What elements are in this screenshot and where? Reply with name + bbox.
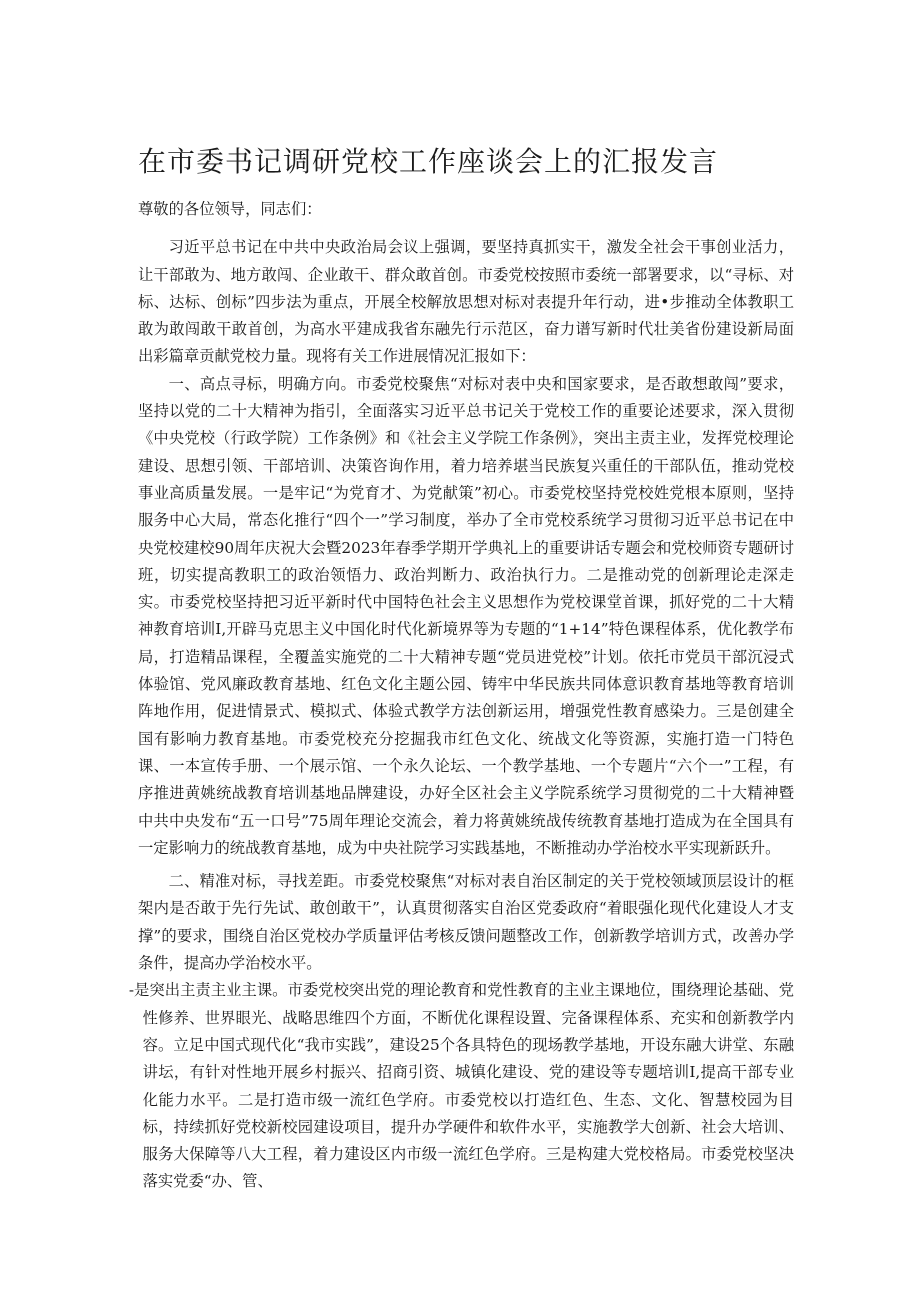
- paragraph-intro: 习近平总书记在中共中央政治局会议上强调，要坚持真抓实干，激发全社会干事创业活力，让干部敢为、地方敢闯、企业敢干、群众敢首创。市委党校按照市委统一部署要求，以“寻标、对标、达标、创标”四步法为重点，开展全校解放思想对标对表提升年行动，进•步推动全体教职工敢为敢闯敢干敢首创，为高水平建成我省东融先行示范区，奋力谱写新时代壮美省份建设新局面出彩篇章贡献党校力量。现将有关工作进展情况汇报如下：: [138, 238, 794, 366]
- paragraph-section-1: 一、高点寻标，明确方向。市委党校聚焦“对标对表中央和国家要求，是否敢想敢闯”要求，坚持以党的二十大精神为指引，全面落实习近平总书记关于党校工作的重要论述要求，深入贯彻《中央党校（行政学院）工作条例》和《社会主义学院工作条例》，突出主责主业，发挥党校理论建设、思想引领、干部培训、决策咨询作用，着力培养堪当民族复兴重任的干部队伍，推动党校事业高质量发展。一是牢记“为党育才、为党献策”初心。市委党校坚持党校姓党根本原则，坚持服务中心大局，常态化推行“四个一”学习制度，举办了全市党校系统学习贯彻习近平总书记在中央党校建校90周年庆祝大会暨2023年春季学期开学典礼上的重要讲话专题会和党校师资专题研讨班，切实提高教职工的政治领悟力、政治判断力、政治执行力。二是推动党的创新理论走深走实。市委党校坚持把习近平新时代中国特色社会主义思想作为党校课堂首课，抓好党的二十大精神教育培训I,开辟马克思主义中国化时代化新境界等为专题的“1+14”特色课程体系，优化教学布局，打造精品课程，全覆盖实施党的二十大精神专题“党员进党校”计划。依托市党员干部沉浸式体验馆、党风廉政教育基地、红色文化主题公园、铸牢中华民族共同体意识教育基地等教育培训阵地作用，促进情景式、模拟式、体验式教学方法创新运用，增强党性教育感染力。三是创建全国有影响力教育基地。市委党校充分挖掘我市红色文化、统战文化等资源，实施打造一门特色课、一本宣传手册、一个展示馆、一个永久论坛、一个教学基地、一个专题片“六个一”工程，有序推进黄姚统战教育培训基地品牌建设，办好全区社会主义学院系统学习贯彻党的二十大精神暨中共中央发布“五一口号”75周年理论交流会，着力将黄姚统战传统教育基地打造成为在全国具有一定影响力的统战教育基地，成为中央社院学习实践基地，不断推动办学治校水平实现新跃升。: [138, 374, 794, 857]
- page-title: 在市委书记调研党校工作座谈会上的汇报发言: [138, 145, 719, 178]
- salutation: 尊敬的各位领导，同志们：: [138, 200, 322, 218]
- paragraph-section-2: 二、精准对标，寻找差距。市委党校聚焦“对标对表自治区制定的关于党校领域顶层设计的框架内是否敢于先行先试、敢创敢干”，认真贯彻落实自治区党委政府“着眼强化现代化建设人才支撑”的要求，围绕自治区党校办学质量评估考核反馈问题整改工作，创新教学培训方式，改善办学条件，提高办学治校水平。: [138, 872, 794, 973]
- document-body: [128, 196, 794, 1196]
- paragraph-section-2-points: -是突出主责主业主课。市委党校突出党的理论教育和党性教育的主业主课地位，围绕理论基础、党性修养、世界眼光、战略思维四个方面，不断优化课程设置、完备课程体系、充实和创新教学内容。立足中国式现代化“我市实践”，建设25个各具特色的现场教学基地，开设东融大讲堂、东融讲坛，有针对性地开展乡村振兴、招商引资、城镇化建设、党的建设等专题培训I,提高干部专业化能力水平。二是打造市级一流红色学府。市委党校以打造红色、生态、文化、智慧校园为目标，持续抓好党校新校园建设项目，提升办学硬件和软件水平，实施教学大创新、社会大培训、服务大保障等八大工程，着力建设区内市级一流红色学府。三是构建大党校格局。市委党校坚决落实党委“办、管、: [128, 981, 794, 1191]
